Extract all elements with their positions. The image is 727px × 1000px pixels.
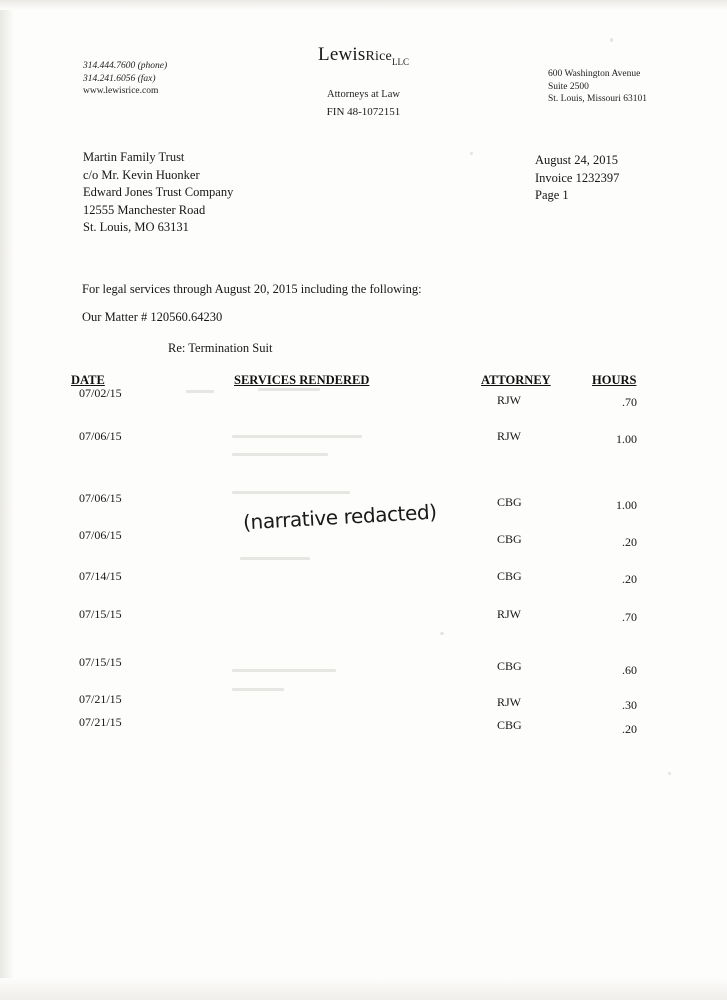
scan-speck — [610, 38, 613, 42]
redacted-narrative-line — [232, 669, 336, 672]
scan-edge-top — [0, 0, 727, 10]
firm-address-line2: Suite 2500 — [548, 81, 589, 92]
table-row — [0, 607, 727, 625]
table-row — [0, 429, 727, 447]
recipient-line2: c/o Mr. Kevin Huonker — [83, 167, 200, 182]
invoice-number: Invoice 1232397 — [535, 170, 620, 185]
column-header-date: DATE — [71, 373, 105, 387]
cell-hours: .30 — [622, 698, 637, 712]
intro-line: For legal services through August 20, 2015 including the following: — [82, 282, 422, 296]
redacted-narrative-line — [232, 435, 362, 438]
cell-attorney: RJW — [497, 393, 521, 407]
cell-hours: .70 — [622, 395, 637, 409]
recipient-line1: Martin Family Trust — [83, 150, 185, 164]
recipient-block — [83, 149, 233, 237]
table-row — [0, 692, 727, 710]
cell-hours: .20 — [622, 572, 637, 586]
cell-hours: .20 — [622, 535, 637, 549]
table-row — [0, 528, 727, 549]
table-row — [0, 715, 727, 736]
cell-attorney: RJW — [497, 695, 521, 709]
cell-date: 07/21/15 — [79, 692, 122, 706]
cell-hours: .60 — [622, 663, 637, 677]
column-header-hours: HOURS — [592, 373, 637, 387]
cell-date: 07/15/15 — [79, 655, 122, 669]
table-row — [0, 386, 727, 409]
cell-attorney: RJW — [497, 429, 521, 443]
invoice-meta-block — [535, 152, 619, 205]
fin-number: FIN 48-1072151 — [326, 106, 401, 118]
invoice-date: August 24, 2015 — [535, 153, 618, 167]
cell-hours: 1.00 — [616, 432, 637, 446]
firm-address-line3: St. Louis, Missouri 63101 — [548, 94, 647, 104]
cell-date: 07/02/15 — [79, 386, 122, 400]
table-row — [0, 655, 727, 677]
redacted-narrative-line — [258, 388, 320, 391]
cell-date: 07/06/15 — [79, 491, 122, 505]
firm-name-rice: Rice — [365, 49, 392, 64]
redacted-narrative-line — [240, 557, 310, 560]
scan-speck — [470, 152, 473, 155]
redacted-narrative-line — [232, 688, 284, 691]
firm-fax: 314.241.6056 (fax) — [83, 73, 156, 84]
table-row — [0, 569, 727, 587]
cell-date: 07/06/15 — [79, 429, 122, 443]
cell-hours: .20 — [622, 722, 637, 736]
cell-attorney: CBG — [497, 532, 522, 546]
redacted-narrative-line — [232, 453, 328, 456]
firm-suffix: LLC — [391, 57, 409, 67]
attorneys-at-law-line: Attorneys at Law — [327, 89, 400, 100]
matter-number-line: Our Matter # 120560.64230 — [82, 310, 223, 324]
recipient-line5: St. Louis, MO 63131 — [83, 220, 189, 234]
cell-hours: 1.00 — [616, 498, 637, 512]
recipient-line4: 12555 Manchester Road — [83, 202, 206, 217]
page-number: Page 1 — [535, 188, 569, 202]
cell-date: 07/14/15 — [79, 569, 122, 583]
cell-attorney: RJW — [497, 607, 521, 621]
cell-attorney: CBG — [497, 718, 522, 732]
column-header-attorney: ATTORNEY — [481, 373, 551, 387]
cell-date: 07/06/15 — [79, 528, 122, 542]
cell-date: 07/21/15 — [79, 715, 122, 729]
column-header-services: SERVICES RENDERED — [234, 373, 370, 387]
firm-website[interactable]: www.lewisrice.com — [83, 86, 159, 96]
scan-speck — [668, 772, 671, 775]
firm-address-line1: 600 Washington Avenue — [548, 69, 641, 79]
scan-speck — [440, 632, 444, 635]
cell-attorney: CBG — [497, 659, 522, 673]
redacted-narrative-line — [232, 491, 350, 494]
recipient-line3: Edward Jones Trust Company — [83, 185, 234, 199]
re-line: Re: Termination Suit — [168, 341, 273, 355]
firm-name-lewis: Lewis — [318, 44, 366, 65]
firm-phone: 314.444.7600 (phone) — [83, 61, 168, 71]
cell-hours: .70 — [622, 610, 637, 624]
cell-attorney: CBG — [497, 495, 522, 509]
cell-attorney: CBG — [497, 569, 522, 583]
handwritten-redaction-note: (narrative redacted) — [242, 499, 438, 535]
scan-edge-bottom — [0, 978, 727, 1000]
redacted-narrative-line — [186, 390, 214, 393]
cell-date: 07/15/15 — [79, 607, 122, 621]
